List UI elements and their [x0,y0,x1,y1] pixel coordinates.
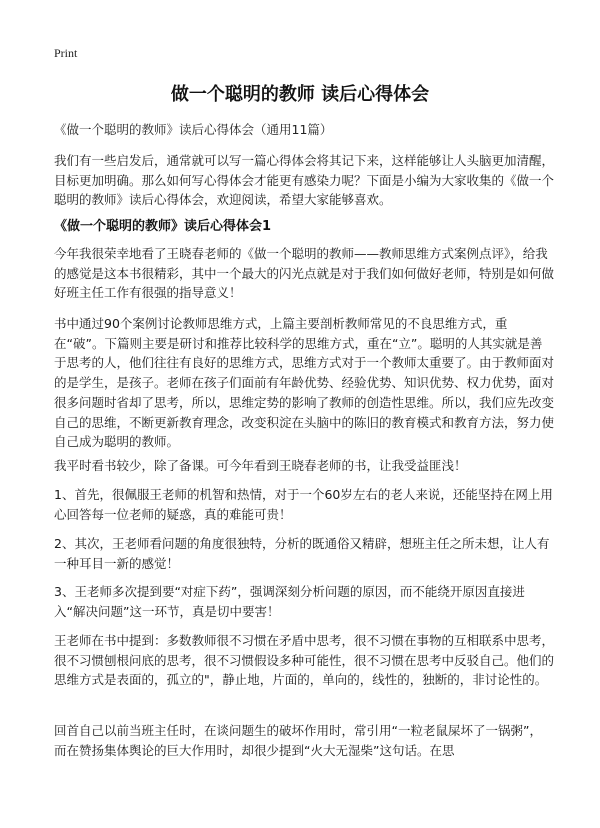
paragraph-8: 回首自己以前当班主任时，在谈问题生的破坏作用时，常引用“一粒老鼠屎坏了一锅粥”，而在赞扬集体舆论的巨大作用时，却很少提到“火大无湿柴”这句话。在思 [54,723,542,758]
paragraph-4: 1、首先，很佩服王老师的机智和热情，对于一个60岁左右的老人来说，还能坚持在网上用心回答每一位老师的疑惑，真的难能可贵！ [54,487,553,522]
paragraph-5: 2、其次，王老师看问题的角度很独特，分析的既通俗又精辟，想班主任之所未想，让人有一种耳目一新的感觉！ [54,536,550,571]
paragraph-1: 今年我很荣幸地看了王晓春老师的《做一个聪明的教师——教师思维方式案例点评》，给我的感觉是这本书很精彩，其中一个最大的闪光点就是对于我们如何做好老师，特别是如何做好班主任工作有很强的指导意义！ [54,246,555,301]
print-link[interactable]: Print [54,46,78,60]
paragraph-7: 王老师在书中提到：多数教师很不习惯在矛盾中思考，很不习惯在事物的互相联系中思考，很不习惯刨根问底的思考，很不习惯假设多种可能性，很不习惯在思考中反驳自己。他们的思维方式是表面的，孤立的"，静止地，片面的，单向的，线性的，独断的，非讨论性的。 [54,633,555,688]
page-title: 做一个聪明的教师 读后心得体会 [170,84,430,105]
paragraph-2: 书中通过90个案例讨论教师思维方式，上篇主要剖析教师常见的不良思维方式，重在“破”。下篇则主要是研讨和推荐比较科学的思维方式，重在“立”。聪明的人其实就是善于思考的人，他们往往有良好的思维方式，思维方式对于一个教师太重要了。由于教师面对的是学生，是孩子。老师在孩子们面前有年龄优势、经验优势、知识优势、权力优势，面对很多问题时省却了思考，所以，思维定势的影响了教师的创造性思维。所以，我们应先改变自己的思维，不断更新教育理念，改变积淀在头脑中的陈旧的教育模式和教育方法，努力使自己成为聪明的教师。 [54,316,555,450]
document-subtitle: 《做一个聪明的教师》读后心得体会（通用11篇） [54,122,333,137]
paragraph-6: 3、王老师多次提到要“对症下药”，强调深刻分析问题的原因，而不能绕开原因直接进入“解决问题”这一环节，真是切中要害！ [54,584,525,619]
paragraph-3: 我平时看书较少，除了备课。可今年看到王晓春老师的书，让我受益匪浅！ [54,458,467,473]
section-heading: 《做一个聪明的教师》读后心得体会1 [54,219,272,234]
intro-paragraph: 我们有一些启发后，通常就可以写一篇心得体会将其记下来，这样能够让人头脑更加清醒，目标更加明确。那么如何写心得体会才能更有感染力呢？下面是小编为大家收集的《做一个聪明的教师》读后心得体会，欢迎阅读，希望大家能够喜欢。 [54,153,555,207]
